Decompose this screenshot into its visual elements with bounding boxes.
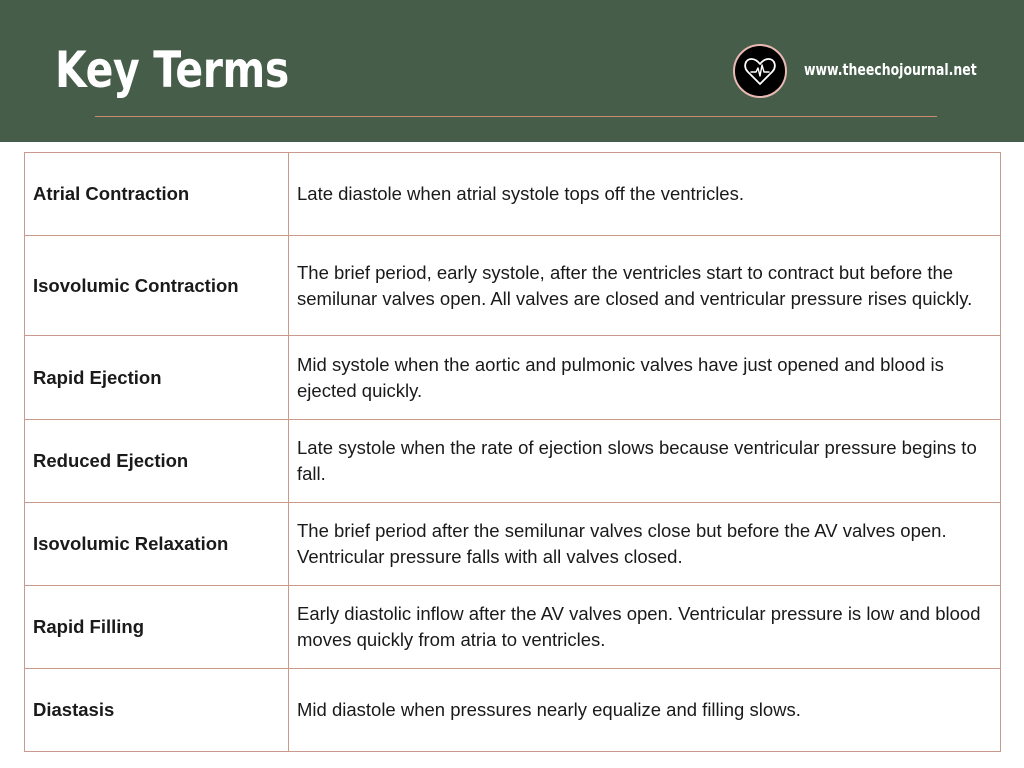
table-row	[25, 669, 1001, 752]
key-terms-table	[24, 152, 1001, 752]
table-row	[25, 336, 1001, 420]
page-title: Key Terms	[55, 41, 289, 99]
term-cell: Isovolumic Relaxation	[25, 503, 289, 586]
definition-cell: Mid systole when the aortic and pulmonic valves have just opened and blood is ejected quickly.	[289, 336, 1001, 420]
website-link[interactable]: www.theechojournal.net	[804, 60, 977, 79]
heart-ecg-icon	[733, 44, 787, 98]
table-row	[25, 503, 1001, 586]
term-cell: Reduced Ejection	[25, 420, 289, 503]
definition-cell: Late systole when the rate of ejection slows because ventricular pressure begins to fall.	[289, 420, 1001, 503]
term-cell: Diastasis	[25, 669, 289, 752]
table-row	[25, 236, 1001, 336]
definition-cell: Mid diastole when pressures nearly equalize and filling slows.	[289, 669, 1001, 752]
header-divider	[95, 116, 937, 117]
table-row	[25, 586, 1001, 669]
definition-cell: The brief period after the semilunar valves close but before the AV valves open. Ventricular pressure falls with all valves closed.	[289, 503, 1001, 586]
term-cell: Atrial Contraction	[25, 153, 289, 236]
definition-cell: Early diastolic inflow after the AV valves open. Ventricular pressure is low and blood moves quickly from atria to ventricles.	[289, 586, 1001, 669]
table-row	[25, 153, 1001, 236]
table-row	[25, 420, 1001, 503]
header-banner	[0, 0, 1024, 142]
definition-cell: The brief period, early systole, after the ventricles start to contract but before the semilunar valves open. All valves are closed and ventricular pressure rises quickly.	[289, 236, 1001, 336]
definition-cell: Late diastole when atrial systole tops off the ventricles.	[289, 153, 1001, 236]
term-cell: Rapid Filling	[25, 586, 289, 669]
term-cell: Isovolumic Contraction	[25, 236, 289, 336]
term-cell: Rapid Ejection	[25, 336, 289, 420]
